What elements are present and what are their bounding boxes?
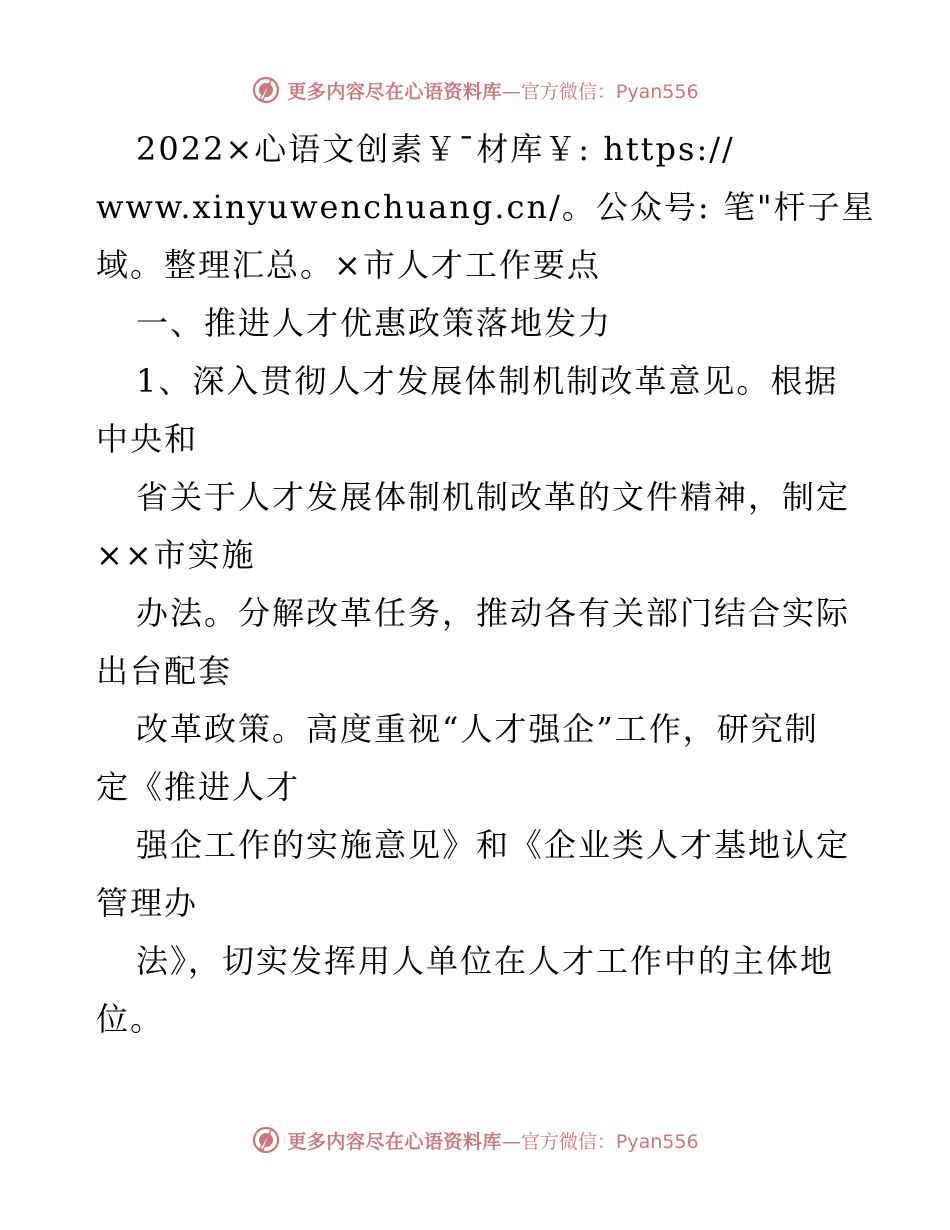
watermark-contact: —官方微信：Pyan556 [501, 1130, 699, 1153]
text-line: ××市实施 [96, 536, 256, 574]
watermark-brand: 更多内容尽在心语资料库 [287, 1130, 502, 1153]
text-line: 改革政策。高度重视“人才强企”工作，研究制 [136, 710, 819, 748]
text-line: 位。 [96, 1000, 165, 1038]
text-line: 定《推进人才 [96, 768, 301, 806]
text-line: 域。整理汇总。×市人才工作要点 [96, 246, 601, 284]
document-body [96, 120, 876, 1048]
text-line: 办法。分解改革任务，推动各有关部门结合实际 [136, 594, 851, 632]
text-line: 强企工作的实施意见》和《企业类人才基地认定 [136, 826, 851, 864]
text-line: 省关于人才发展体制机制改革的文件精神，制定 [136, 478, 851, 516]
header-watermark [0, 70, 950, 110]
watermark-brand: 更多内容尽在心语资料库 [287, 80, 502, 103]
text-line: 法》，切实发挥用人单位在人才工作中的主体地 [136, 942, 835, 980]
watermark-contact: —官方微信：Pyan556 [501, 80, 699, 103]
footer-watermark [0, 1120, 950, 1160]
text-line: 管理办 [96, 884, 199, 922]
text-line: 中央和 [96, 420, 199, 458]
text-line: 1、深入贯彻人才发展体制机制改革意见。根据 [136, 362, 839, 400]
quill-logo-icon [251, 1125, 281, 1155]
text-line: 出台配套 [96, 652, 233, 690]
text-line: 2022×心语文创素￥¯材库￥: https:// [136, 130, 735, 168]
text-line: 一、推进人才优惠政策落地发力 [136, 304, 613, 342]
quill-logo-icon [251, 75, 281, 105]
text-line: www.xinyuwenchuang.cn/。公众号: 笔"杆子星 [96, 188, 876, 226]
